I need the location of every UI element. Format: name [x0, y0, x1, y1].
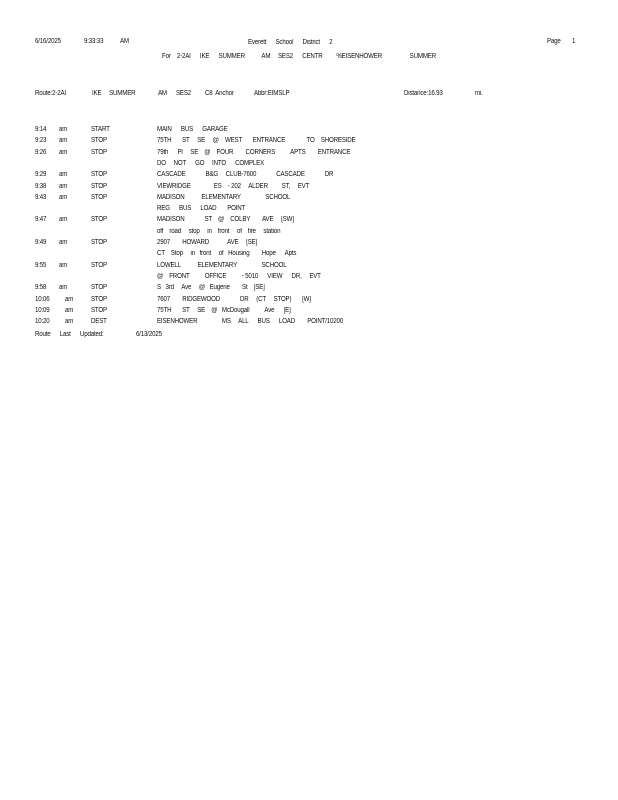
stop-time: 10:09 — [35, 306, 50, 314]
stop-type: STOP — [91, 239, 107, 246]
stop-ampm: am — [59, 137, 68, 145]
stop-type: STOP — [91, 284, 107, 292]
route-distance: Distance:16.93 — [404, 90, 443, 97]
stop-time: 9:49 — [35, 239, 47, 246]
stop-type: START — [91, 126, 110, 133]
stop-description: MADISON ST @ COLBY AVE [SW] — [157, 216, 294, 224]
stop-ampm: am — [59, 261, 68, 269]
route-anchor: C8 Anchor — [205, 90, 234, 97]
report-time: 9:33:33 — [84, 38, 104, 45]
stop-ampm: am — [59, 148, 68, 156]
stop-description: CASCADE B&G CLUB-7600 CASCADE DR — [157, 171, 334, 179]
stop-ampm: am — [59, 284, 68, 292]
stop-description: VIEWRIDGE ES - 202 ALDER ST, EVT — [157, 182, 310, 190]
stop-description: 2907 HOWARD AVE [SE] — [157, 239, 258, 246]
stop-description: 75TH ST SE @ WEST ENTRANCE TO SHORESIDE — [157, 137, 356, 145]
stop-time: 9:47 — [35, 216, 47, 224]
stop-time: 9:38 — [35, 182, 47, 190]
stop-type: STOP — [91, 137, 107, 145]
stop-ampm: am — [59, 239, 68, 246]
stop-ampm: am — [59, 182, 68, 190]
stop-description: 79th Pl SE @ FOUR CORNERS APTS ENTRANCE — [157, 148, 351, 156]
stop-type: STOP — [91, 193, 107, 201]
stop-time: 9:23 — [35, 137, 47, 145]
route-id: Route:2-2AI — [35, 90, 66, 97]
route-name: IKE SUMMER — [92, 90, 136, 97]
route-abbr: Abbr:EIMSLP — [254, 90, 290, 97]
stop-description: 75TH ST SE @ McDougall Ave [E] — [157, 306, 291, 314]
report-subtitle: For 2-2AI IKE SUMMER AM SES2 CENTR %EISENHOWER SUMMER — [162, 53, 436, 60]
stop-type: STOP — [91, 261, 107, 269]
stop-description: CT Stop in front of Housing Hope Apts — [157, 250, 297, 258]
route-last-updated-date: 6/13/2025 — [136, 331, 162, 339]
page-number: 1 — [572, 38, 576, 45]
stop-type: DEST — [91, 318, 107, 326]
stop-description: LOWELL ELEMENTARY SCHOOL — [157, 261, 287, 269]
report-date: 6/16/2025 — [35, 38, 61, 45]
stop-description: EISENHOWER MS ALL BUS LOAD POINT/10200 — [157, 318, 343, 326]
stop-type: STOP — [91, 216, 107, 224]
stop-ampm: am — [65, 295, 74, 303]
route-last-updated-label: Route Last Updated: — [35, 331, 104, 339]
stop-time: 10:20 — [35, 318, 50, 326]
stop-time: 9:55 — [35, 261, 47, 269]
route-session: SES2 — [176, 90, 192, 97]
stop-description: MAIN BUS GARAGE — [157, 126, 228, 133]
stop-description: REG BUS LOAD POINT — [157, 205, 246, 213]
stop-ampm: am — [59, 193, 68, 201]
stop-description: MADISON ELEMENTARY SCHOOL — [157, 193, 291, 201]
stop-ampm: am — [65, 306, 74, 314]
stop-description: DO NOT GO INTO COMPLEX — [157, 159, 265, 167]
stop-ampm: am — [59, 126, 68, 133]
stop-time: 9:29 — [35, 171, 47, 179]
stop-type: STOP — [91, 171, 107, 179]
stop-type: STOP — [91, 295, 107, 303]
stop-time: 10:06 — [35, 295, 50, 303]
stop-time: 9:43 — [35, 193, 47, 201]
stop-description: @ FRONT OFFICE - 5010 VIEW DR, EVT — [157, 272, 321, 280]
page-label: Page — [547, 38, 561, 45]
stop-time: 9:58 — [35, 284, 47, 292]
stop-ampm: am — [59, 216, 68, 224]
district-title: Everett School District 2 — [248, 39, 333, 46]
route-distance-unit: mi. — [475, 90, 483, 97]
report-ampm: AM — [120, 38, 129, 45]
stop-type: STOP — [91, 306, 107, 314]
route-am: AM — [158, 90, 167, 97]
stop-description: 7607 RIDGEWOOD DR (CT STOP) [W] — [157, 295, 311, 303]
stop-description: S 3rd Ave @ Eugene St [SE] — [157, 284, 265, 292]
stop-time: 9:26 — [35, 148, 47, 156]
stop-description: off road stop in front of fire station — [157, 227, 281, 235]
stop-time: 9:14 — [35, 126, 47, 133]
stop-type: STOP — [91, 182, 107, 190]
stop-ampm: am — [65, 318, 74, 326]
stop-ampm: am — [59, 171, 68, 179]
stop-type: STOP — [91, 148, 107, 156]
